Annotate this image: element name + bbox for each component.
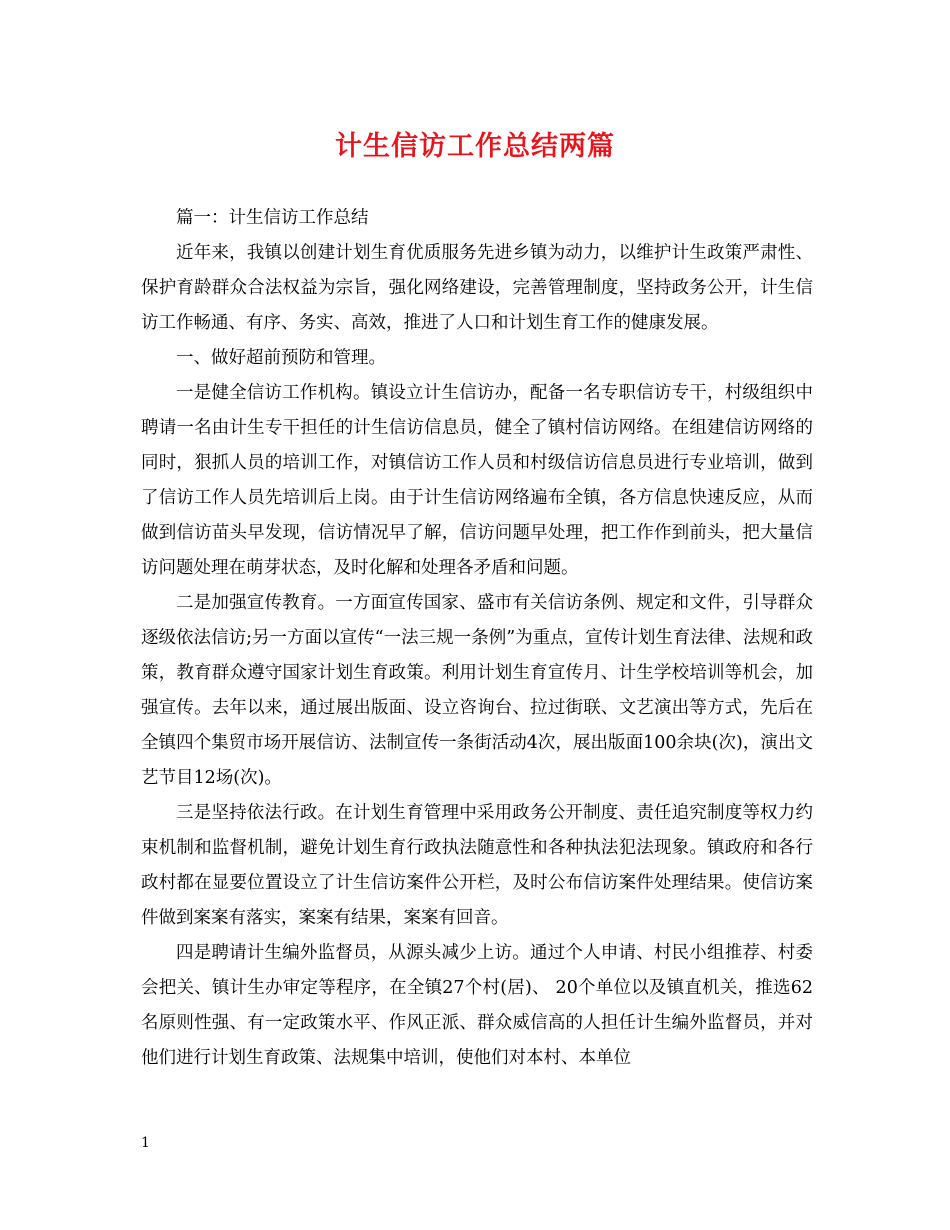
document-body <box>141 201 813 1076</box>
page-number: 1 <box>141 1135 150 1151</box>
paragraph: 一是健全信访工作机构。镇设立计生信访办，配备一名专职信访专干，村级组织中聘请一名由计生专干担任的计生信访信息员，健全了镇村信访网络。在组建信访网络的同时，狠抓人员的培训工作，对镇信访工作人员和村级信访信息员进行专业培训，做到了信访工作人员先培训后上岗。由于计生信访网络遍布全镇，各方信息快速反应，从而做到信访苗头早发现，信访情况早了解，信访问题早处理，把工作作到前头，把大量信访问题处理在萌芽状态，及时化解和处理各矛盾和问题。 <box>141 383 813 578</box>
paragraph: 三是坚持依法行政。在计划生育管理中采用政务公开制度、责任追究制度等权力约束机制和监督机制，避免计划生育行政执法随意性和各种执法犯法现象。镇政府和各行政村都在显要位置设立了计生信访案件公开栏，及时公布信访案件处理结果。使信访案件做到案案有落实，案案有结果，案案有回音。 <box>141 803 813 928</box>
subsection-heading: 一、做好超前预防和管理。 <box>176 348 386 368</box>
paragraph: 四是聘请计生编外监督员，从源头减少上访。通过个人申请、村民小组推荐、村委会把关、镇计生办审定等程序，在全镇27个村(居)、 20个单位以及镇直机关，推选62名原则性强、有一定政策水平、作风正派、群众威信高的人担任计生编外监督员，并对他们进行计划生育政策、法规集中培训，使他们对本村、本单位 <box>141 943 813 1068</box>
document-title: 计生信访工作总结两篇 <box>335 131 615 162</box>
paragraph: 近年来，我镇以创建计划生育优质服务先进乡镇为动力，以维护计生政策严肃性、保护育龄群众合法权益为宗旨，强化网络建设，完善管理制度，坚持政务公开，计生信访工作畅通、有序、务实、高效，推进了人口和计划生育工作的健康发展。 <box>141 243 813 333</box>
section-heading: 篇一：计生信访工作总结 <box>176 208 369 228</box>
paragraph: 二是加强宣传教育。一方面宣传国家、盛市有关信访条例、规定和文件，引导群众逐级依法信访;另一方面以宣传“一法三规一条例”为重点，宣传计划生育法律、法规和政策，教育群众遵守国家计划生育政策。利用计划生育宣传月、计生学校培训等机会，加强宣传。去年以来，通过展出版面、设立咨询台、拉过街联、文艺演出等方式，先后在全镇四个集贸市场开展信访、法制宣传一条街活动4次，展出版面100余块(次)，演出文艺节目12场(次)。 <box>141 593 813 788</box>
